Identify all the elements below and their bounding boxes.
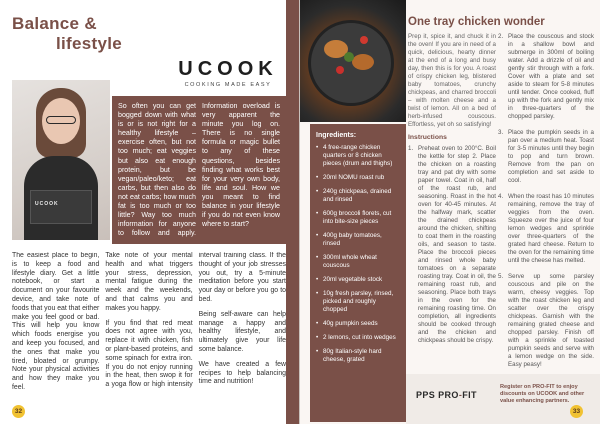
logo-part-2: FIT xyxy=(462,390,477,400)
recipe-title: One tray chicken wonder xyxy=(408,16,545,28)
instruction-step xyxy=(498,273,594,369)
instruction-step xyxy=(498,193,594,265)
ingredients-title: Ingredients: xyxy=(316,132,357,139)
ingredient-item: • 240g chickpeas, drained and rinsed xyxy=(316,188,400,204)
body-paragraph: If you find that red meat does not agree with you, replace it with chicken, fish or plant-based proteins, and some spinach for extra iron. If you do not enjoy running in the heat, then swop it for a yoga flow or high intensity interval training class. If the thought of your job stresses you out, try a 5-minute meditation before you start your day or before you go to bed. xyxy=(105,252,286,389)
step-number: 5. xyxy=(498,273,504,280)
promo-text: Register on PRO-FIT to enjoy discounts on UCOOK and other value enhancing partners. xyxy=(500,384,585,404)
ucook-logo xyxy=(172,58,284,88)
step-text: When the roast has 10 minutes remaining, remove the tray of veggies from the oven. Squeeze over the juice of four lemon wedges and sprinkle over three-quarters of the grated hard cheese. Return to the oven for the remaining time until the cheese has melted. xyxy=(508,193,594,264)
nutritionist-photo xyxy=(12,80,110,240)
pps-profit-logo xyxy=(416,390,477,400)
ingredient-item: • 4 free-range chicken quarters or 8 chicken pieces (drum and thighs) xyxy=(316,144,400,168)
instruction-step xyxy=(498,129,594,185)
step-text: Serve up some parsley couscous and pile on the warm, cheesy veggies. Top with the roast chicken leg and scatter over the crispy chickpeas. Garnish with the remaining grated cheese and chopped parsley. Finish off with a sprinkle of toasted pumpkin seeds and serve with a lemon wedge on the side. Easy peasy! xyxy=(508,273,594,368)
logo-wordmark: UCOOK xyxy=(178,58,278,80)
ingredient-item: • 40g pumpkin seeds xyxy=(316,320,400,328)
page-number: 32 xyxy=(12,405,25,418)
article-body xyxy=(12,252,286,398)
ingredient-item: • 300ml whole wheat couscous xyxy=(316,254,400,270)
body-paragraph: Take note of your mental health and what triggers your stress, depression, mental fatigue during the week and the weekends, and that calms you and makes you happy. xyxy=(105,252,193,312)
logo-part-1: PPS PRO xyxy=(416,390,459,400)
box-label: UCOOK xyxy=(35,201,59,207)
glasses-shape xyxy=(46,116,76,124)
pan-shape xyxy=(308,20,394,106)
ingredient-item: • 400g baby tomatoes, rinsed xyxy=(316,232,400,248)
page-number: 33 xyxy=(570,405,583,418)
body-paragraph: Being self-aware can help manage a happy and healthy lifestyle, and ultimately give your life some balance. xyxy=(198,310,286,353)
instruction-step xyxy=(408,145,496,345)
title-line-2: lifestyle xyxy=(56,34,123,53)
ingredient-item: • 10g fresh parsley, rinsed, picked and roughly chopped xyxy=(316,290,400,314)
intro-text: So often you can get bogged down with what is or is not right for a healthy lifestyle – exercise often, but not too much; eat veggies but also eat enough protein, but be vegan/paleo/keto; eat carbs, but then also do not eat carbs; how much fat is too much or too little? Way too much information for anyone to follow and apply. Information overload is very apparent the minute you log on. There is no single formula or magic bullet to any of these questions, besides finding what works best for your very own body, life and soul. How we you meant to find balance in your lifestyle if you do not even know where to start? xyxy=(118,102,280,238)
step-number: 2. xyxy=(498,33,504,40)
ucook-box xyxy=(30,190,92,224)
tomato-shape xyxy=(336,66,344,74)
tomato-shape xyxy=(360,36,368,44)
recipe-intro: Prep it, spice it, and chuck it in the oven! If you are in need of a quick, delicious, hearty dinner at the end of a long and busy day, then this is for you. A roast of crispy chicken leg, blistered baby tomatoes, crunchy chickpeas, and charred broccoli – with molten cheese and a twist of lemon. All on a bed of herb-infused couscous. Effortless, yet oh so satisfying! xyxy=(408,33,496,128)
broccoli-shape xyxy=(344,52,354,62)
ingredient-item: • 80g Italian-style hard cheese, grated xyxy=(316,348,400,364)
logo-dash: - xyxy=(458,390,463,400)
step-text: Place the couscous and stock in a shallow bowl and submerge in 300ml of boiling water. Add a drizzle of oil and gently stir through with a fork. Cover with a plate and set aside to steam for 5-8 minutes until tender. Once cooked, fluff up with the fork and gently mix in three-quarters of the chopped parsley. xyxy=(508,33,594,120)
ingredient-item: • 600g broccoli florets, cut into bite-size pieces xyxy=(316,210,400,226)
instruction-step xyxy=(498,33,594,121)
ingredients-list xyxy=(316,144,400,364)
instructions-list-col2 xyxy=(498,33,594,377)
page-title xyxy=(12,14,122,54)
page-edge-band xyxy=(286,0,300,424)
step-number: 3. xyxy=(498,129,504,136)
body-paragraph: We have created a few recipes to help balancing time and nutrition! xyxy=(198,360,286,386)
step-number: 4. xyxy=(498,193,504,200)
ingredients-panel xyxy=(310,124,406,422)
step-text: Place the pumpkin seeds in a pan over a medium heat. Toast for 3-5 minutes until they begin to pop and turn brown. Remove from the pan on completion and set aside to cool. xyxy=(508,129,594,184)
right-page xyxy=(300,0,600,424)
step-text: Preheat oven to 200°C. Boil the kettle for step 2. Place the chicken on a roasting tray and pat dry with some paper towel. Coat in oil, half of the roast rub, and seasoning. Roast in the hot oven for 40-45 minutes. At the halfway mark, scatter the drained chickpeas around the chicken, shifting to coat them in the roasting oils, and season to taste. Place the broccoli pieces and rinsed whole baby tomatoes on a separate roasting tray. Coat in oil, the remaining roast rub, and seasoning. Place both trays in the oven for the remaining roasting time. On completion, all ingredients should be cooked through and the chicken and chickpeas should be crispy. xyxy=(418,145,496,344)
food-photo xyxy=(300,0,406,122)
chicken-shape xyxy=(352,54,374,70)
ingredient-item: • 20ml NOMU roast rub xyxy=(316,174,400,182)
logo-tagline: COOKING MADE EASY xyxy=(184,82,272,88)
ingredient-item: • 20ml vegetable stock xyxy=(316,276,400,284)
ingredient-item: • 2 lemons, cut into wedges xyxy=(316,334,400,342)
step-number: 1. xyxy=(408,145,414,152)
instructions-title: Instructions xyxy=(408,134,447,141)
title-line-1: Balance & xyxy=(12,14,97,33)
body-paragraph: The easiest place to begin, is to keep a food and lifestyle diary. Get a little notebook, or start a document on your favourite device, and take note of foods that you eat that either make you feel good or bad. This will help you know which foods energise you and keep you focused, and the ones that make you tired, bloated or grumpy. Note your physical activities and how they make you feel. xyxy=(12,252,100,391)
intro-panel xyxy=(112,96,286,244)
instructions-list-col1 xyxy=(408,145,496,353)
